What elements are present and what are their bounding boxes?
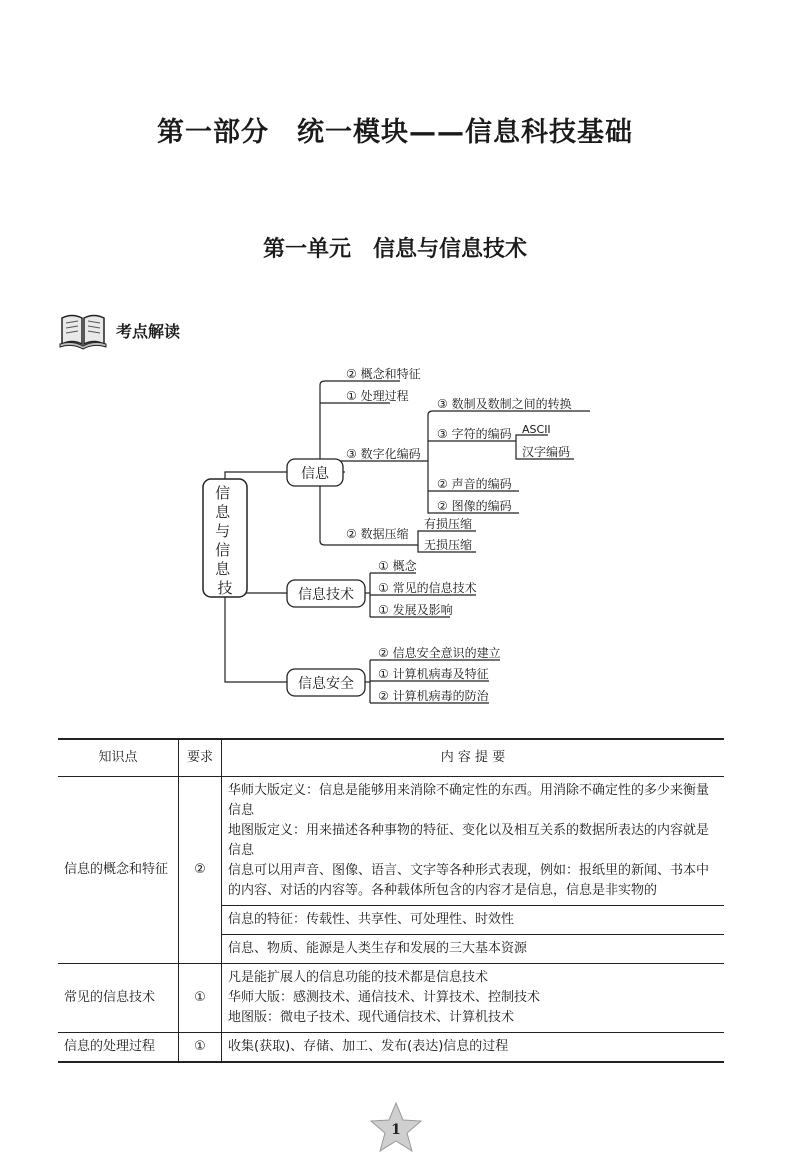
knowledge-table	[58, 738, 724, 1063]
node-ascii: ASCII	[522, 423, 551, 436]
table-header-row	[58, 739, 724, 777]
node-virus-features: ① 计算机病毒及特征	[378, 667, 489, 681]
header-topic: 知识点	[58, 739, 179, 777]
node-lossy: 有损压缩	[424, 517, 473, 531]
table-row	[58, 777, 724, 906]
node-virus-prevention: ② 计算机病毒的防治	[378, 689, 489, 703]
node-it-development: ① 发展及影响	[378, 603, 453, 617]
row-topic: 常见的信息技术	[58, 964, 179, 1033]
row-topic: 信息的概念和特征	[58, 777, 179, 964]
part-title: 第一部分 统一模块——信息科技基础	[157, 117, 633, 148]
branch-info-tech: 信息技术	[298, 587, 354, 603]
section-label: 考点解读	[116, 321, 181, 341]
row-content: 信息的特征：传载性、共享性、可处理性、时效性	[222, 906, 725, 935]
node-it-common: ① 常见的信息技术	[378, 581, 477, 595]
node-lossless: 无损压缩	[424, 538, 473, 552]
header-content: 内 容 提 要	[222, 739, 725, 777]
node-sound-coding: ② 声音的编码	[437, 477, 512, 491]
node-chinese-coding: 汉字编码	[522, 445, 571, 459]
table-row	[58, 964, 724, 1033]
row-topic: 信息的处理过程	[58, 1033, 179, 1063]
node-concept-features: ② 概念和特征	[346, 367, 421, 381]
node-security-awareness: ② 信息安全意识的建立	[378, 646, 501, 660]
row-content: 华师大版定义：信息是能够用来消除不确定性的东西。用消除不确定性的多少来衡量信息 地图版定义：用来描述各种事物的特征、变化以及相互关系的数据所表达的内容就是信息 信息可以用声音、图像、语言、文字等各种形式表现，例如：报纸里的新闻、书本中的内容、对话的内容等。各种载体所包含的内容才是信息，信息是非实物的	[222, 777, 725, 906]
node-it-concept: ① 概念	[378, 559, 417, 573]
page-number: 1	[391, 1122, 401, 1138]
node-number-systems: ③ 数制及数制之间的转换	[437, 397, 572, 411]
branch-info-security: 信息安全	[298, 676, 354, 692]
node-image-coding: ② 图像的编码	[437, 499, 512, 513]
row-level: ②	[179, 777, 222, 964]
row-content: 信息、物质、能源是人类生存和发展的三大基本资源	[222, 935, 725, 964]
node-char-coding: ③ 字符的编码	[437, 427, 512, 441]
node-process: ① 处理过程	[346, 389, 409, 403]
section-header	[58, 308, 180, 352]
row-level: ①	[179, 1033, 222, 1063]
mind-map-root-label: 信 息 与 信 息 技	[215, 484, 233, 597]
star-icon	[368, 1100, 424, 1156]
row-level: ①	[179, 964, 222, 1033]
book-icon	[58, 310, 108, 350]
node-compression: ② 数据压缩	[346, 527, 409, 541]
unit-title: 第一单元 信息与信息技术	[262, 237, 527, 262]
table-row	[58, 1033, 724, 1063]
row-content: 凡是能扩展人的信息功能的技术都是信息技术 华师大版：感测技术、通信技术、计算技术、控制技术 地图版：微电子技术、现代通信技术、计算机技术	[222, 964, 725, 1033]
branch-info: 信息	[301, 466, 329, 482]
row-content: 收集(获取)、存储、加工、发布(表达)信息的过程	[222, 1033, 725, 1063]
node-digital-coding: ③ 数字化编码	[346, 447, 421, 461]
header-level: 要求	[179, 739, 222, 777]
mind-map	[180, 355, 600, 715]
